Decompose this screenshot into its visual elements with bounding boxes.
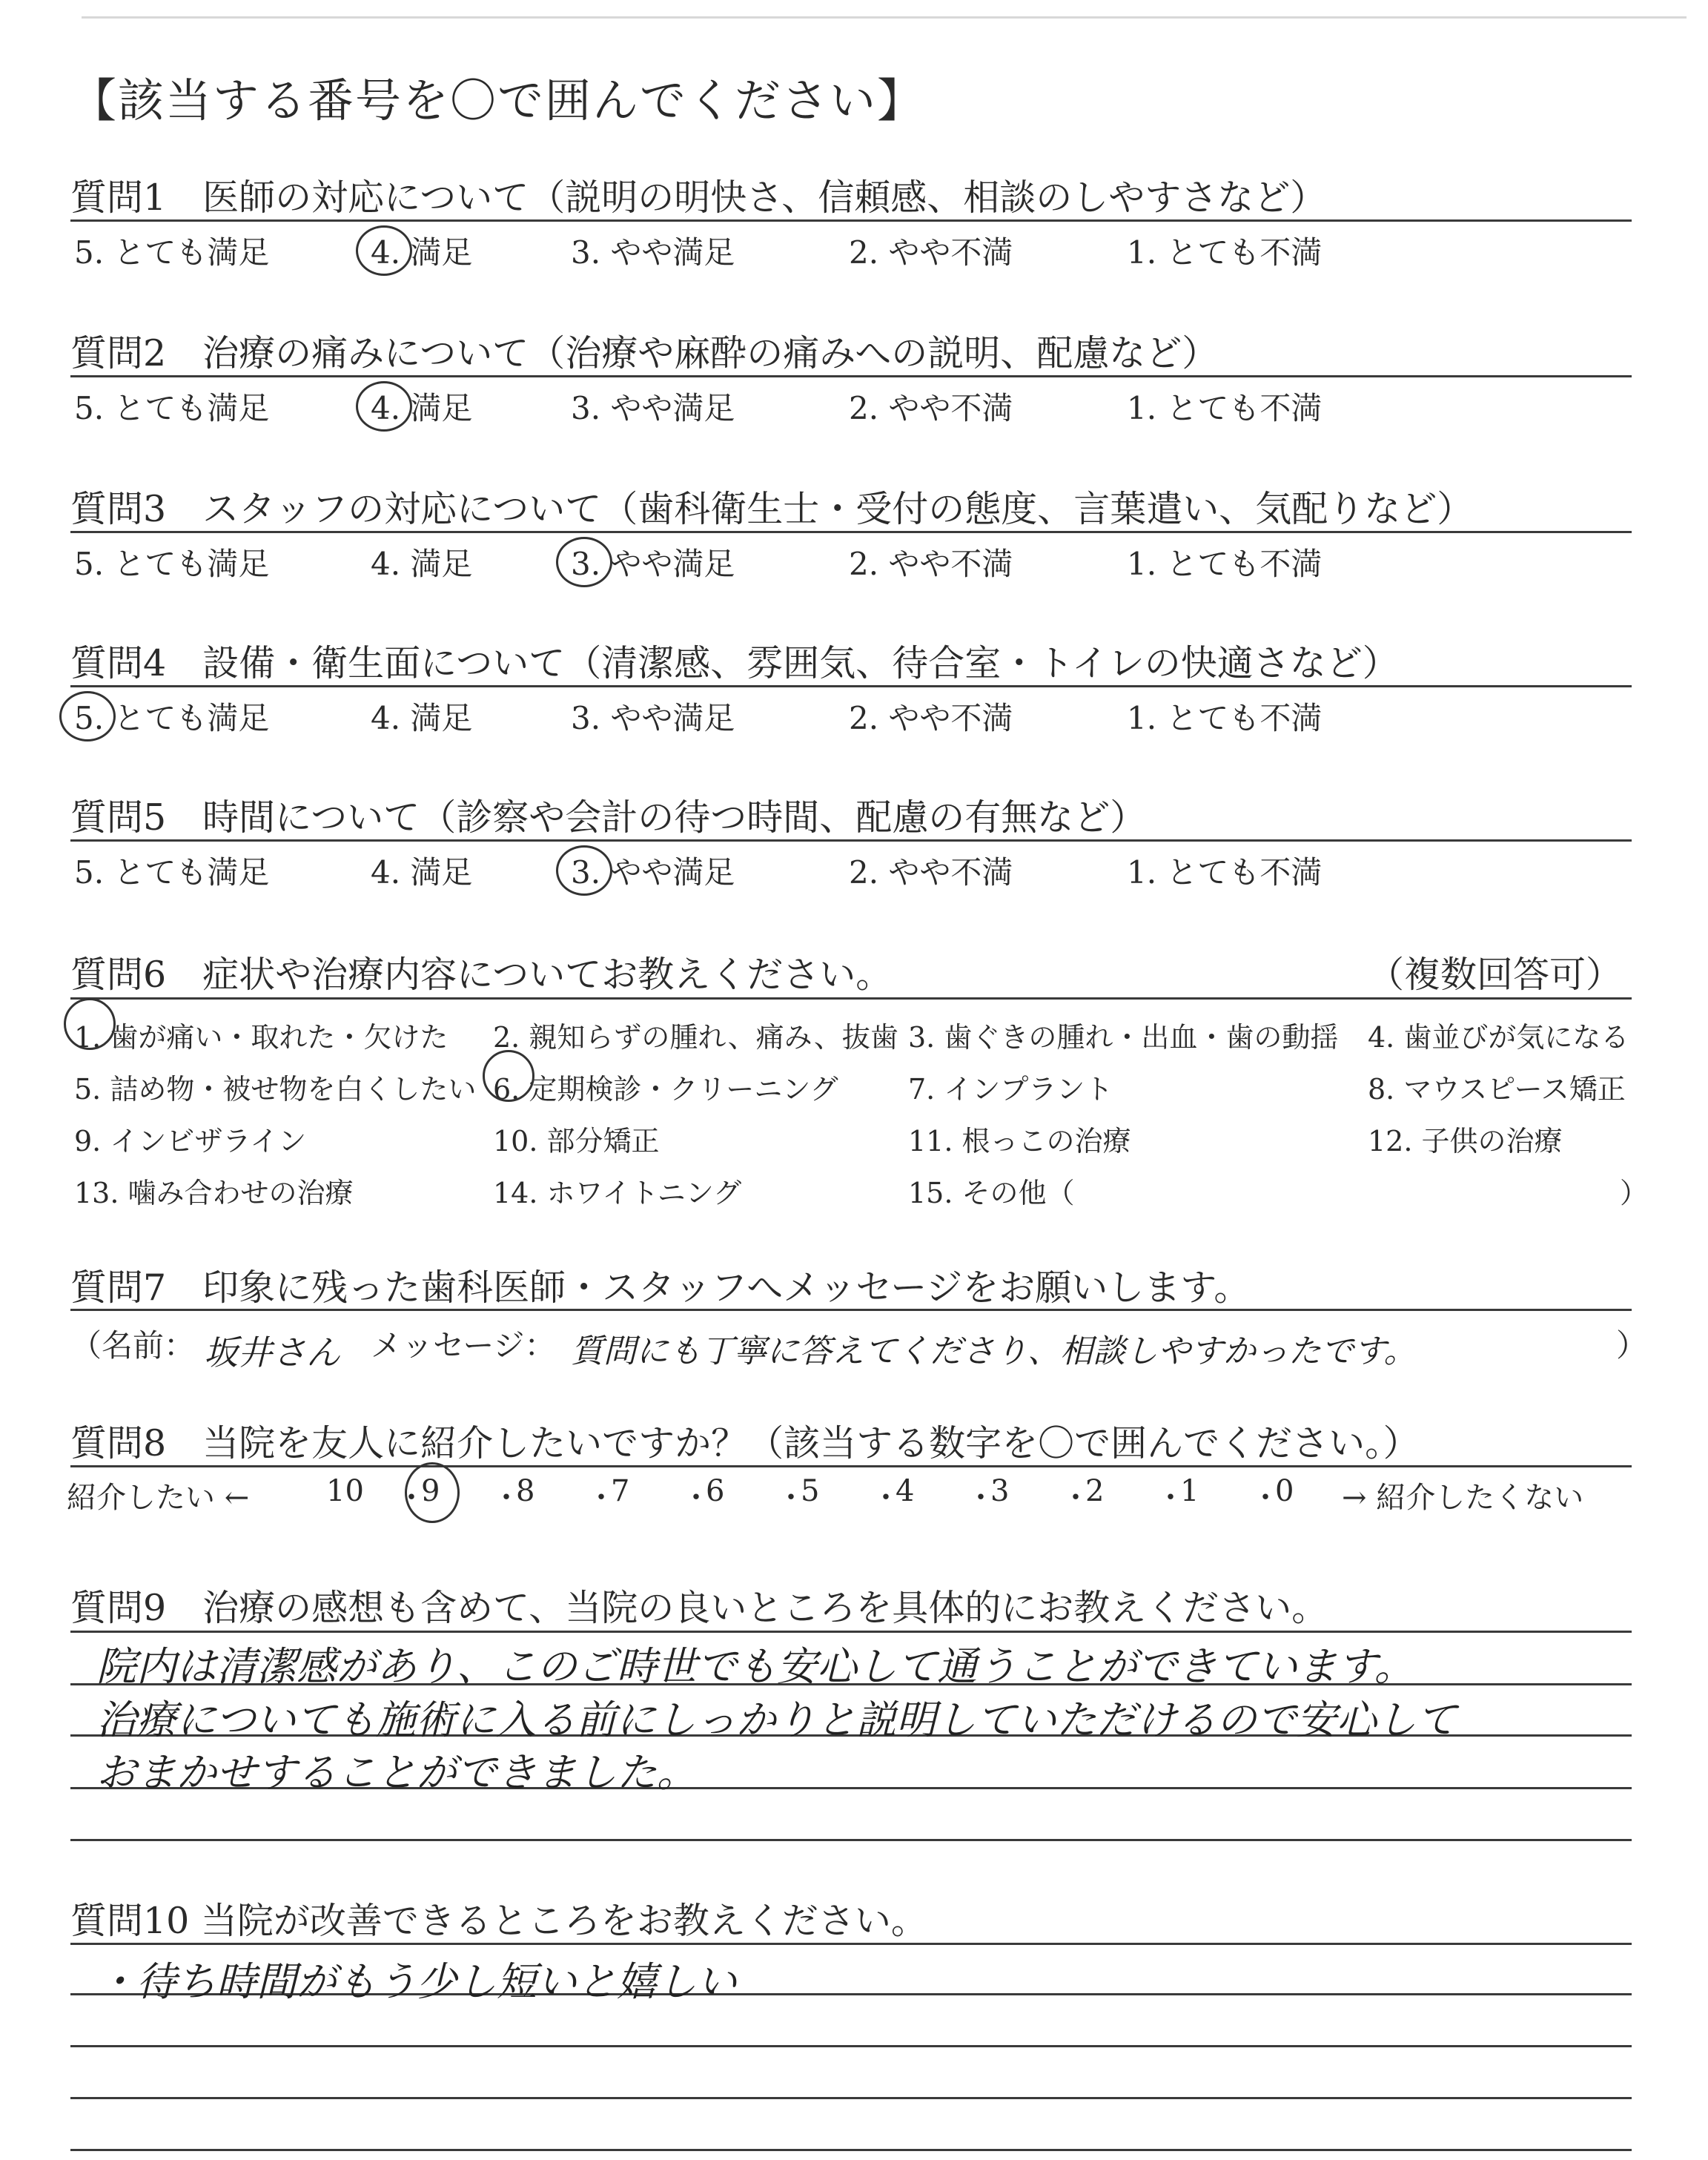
q8-scale-dot: ・ [397,1481,426,1515]
q8-scale-number-2[interactable]: 2 [1085,1474,1105,1508]
q1-option-3[interactable]: 3. やや満足 [571,234,735,271]
q8-scale-dot: ・ [586,1481,616,1515]
q6-option-9[interactable]: 9. インビザライン [74,1125,307,1157]
q6-option-2[interactable]: 2. 親知らずの腫れ、痛み、抜歯 [493,1021,898,1054]
q2-option-3[interactable]: 3. やや満足 [571,390,735,426]
q8-scale-number-7[interactable]: 7 [611,1474,630,1508]
q9-answer-line-1[interactable]: 院内は清潔感があり、このご時世でも安心して通うことができています。 [96,1643,1414,1690]
q1-option-1[interactable]: 1. とても不満 [1127,234,1323,271]
q8-scale-dot: ・ [776,1481,806,1515]
q8-right-label: → 紹介したくない [1342,1481,1584,1515]
q6-option-1[interactable]: 1. 歯が痛い・取れた・欠けた [74,1021,448,1054]
q6-option-3[interactable]: 3. 歯ぐきの腫れ・出血・歯の動揺 [908,1021,1339,1054]
q3-option-1[interactable]: 1. とても不満 [1127,546,1323,582]
q8-left-label: 紹介したい ← [67,1481,250,1515]
q10-rule-3 [70,2045,1632,2047]
q6-title: 質問6 症状や治療内容についてお教えください。 [70,954,893,996]
q8-scale-dot: ・ [871,1481,901,1515]
q9-answer-line-2[interactable]: 治療についても施術に入る前にしっかりと説明していただけるので安心して [96,1697,1457,1743]
q4-rule [70,685,1632,687]
q6-option-11[interactable]: 11. 根っこの治療 [908,1125,1131,1157]
q2-selected-circle [356,381,412,432]
q6-option-8[interactable]: 8. マウスピース矯正 [1368,1073,1626,1106]
q8-scale-number-0[interactable]: 0 [1275,1474,1294,1508]
q2-option-2[interactable]: 2. やや不満 [849,390,1013,426]
q1-option-2[interactable]: 2. やや不満 [849,234,1013,271]
q4-option-1[interactable]: 1. とても不満 [1127,700,1323,736]
q1-rule [70,219,1632,222]
q6-option-13[interactable]: 13. 噛み合わせの治療 [74,1177,354,1209]
q1-option-5[interactable]: 5. とても満足 [74,234,270,271]
q3-option-3[interactable]: 3. やや満足 [571,546,735,582]
q2-option-4[interactable]: 4. 満足 [371,390,473,426]
q1-title: 質問1 医師の対応について（説明の明快さ、信頼感、相談のしやすさなど） [70,176,1327,219]
q5-selected-circle [556,845,612,896]
q3-option-2[interactable]: 2. やや不満 [849,546,1013,582]
q1-option-4[interactable]: 4. 満足 [371,234,473,271]
form-instruction-title: 【該当する番号を〇で囲んでください】 [70,73,925,128]
q10-answer-line-1[interactable]: ・待ち時間がもう少し短いと嬉しい [96,1958,737,2005]
q2-option-5[interactable]: 5. とても満足 [74,390,270,426]
q6-option-4[interactable]: 4. 歯並びが気になる [1368,1021,1629,1054]
q7-title: 質問7 印象に残った歯科医師・スタッフへメッセージをお願いします。 [70,1266,1251,1309]
q6-multiple-note: （複数回答可） [1368,954,1623,996]
q6-option-12[interactable]: 12. 子供の治療 [1368,1125,1563,1157]
q4-title: 質問4 設備・衛生面について（清潔感、雰囲気、待合室・トイレの快適さなど） [70,642,1399,684]
q10-title: 質問10 当院が改善できるところをお教えください。 [70,1900,927,1942]
q10-rule-5 [70,2149,1632,2151]
q4-option-3[interactable]: 3. やや満足 [571,700,735,736]
q6-option-16[interactable]: ） [1620,1177,1649,1209]
q7-name-label: （名前： [70,1327,196,1364]
q7-message-label: メッセージ： [371,1327,556,1364]
q10-rule-1 [70,1943,1632,1945]
q9-answer-line-3[interactable]: おまかせすることができました。 [96,1749,697,1796]
q8-scale-number-9[interactable]: 9 [421,1474,440,1508]
q8-scale-dot: ・ [491,1481,521,1515]
q5-option-3[interactable]: 3. やや満足 [571,854,735,891]
q10-rule-4 [70,2097,1632,2099]
q8-scale-number-1[interactable]: 1 [1180,1474,1199,1508]
q5-option-4[interactable]: 4. 満足 [371,854,473,891]
q1-selected-circle [356,225,412,276]
q8-scale-dot: ・ [1251,1481,1280,1515]
q8-scale-number-3[interactable]: 3 [990,1474,1010,1508]
q8-scale-number-8[interactable]: 8 [516,1474,535,1508]
top-border [82,16,1687,19]
q6-option-14[interactable]: 14. ホワイトニング [493,1177,742,1209]
q9-rule-5 [70,1839,1632,1841]
q3-option-5[interactable]: 5. とても満足 [74,546,270,582]
q4-option-2[interactable]: 2. やや不満 [849,700,1013,736]
q9-rule-1 [70,1631,1632,1633]
q2-rule [70,375,1632,377]
q4-selected-circle [59,691,116,742]
q5-option-5[interactable]: 5. とても満足 [74,854,270,891]
q6-option-6[interactable]: 6. 定期検診・クリーニング [493,1073,838,1106]
q8-scale-number-6[interactable]: 6 [706,1474,725,1508]
q3-title: 質問3 スタッフの対応について（歯科衛生士・受付の態度、言葉遣い、気配りなど） [70,488,1474,530]
q5-option-1[interactable]: 1. とても不満 [1127,854,1323,891]
q7-rule [70,1309,1632,1311]
q8-scale-dot: ・ [1156,1481,1185,1515]
q5-title: 質問5 時間について（診察や会計の待つ時間、配慮の有無など） [70,796,1147,839]
q9-title: 質問9 治療の感想も含めて、当院の良いところを具体的にお教えください。 [70,1587,1328,1629]
q8-rule [70,1465,1632,1467]
q8-scale-number-10[interactable]: 10 [326,1474,364,1508]
q3-option-4[interactable]: 4. 満足 [371,546,473,582]
q8-scale-number-4[interactable]: 4 [896,1474,915,1508]
q8-scale-dot: ・ [681,1481,711,1515]
q6-selected-circle-6 [483,1050,534,1102]
q6-option-7[interactable]: 7. インプラント [908,1073,1113,1106]
q2-option-1[interactable]: 1. とても不満 [1127,390,1323,426]
q7-close-paren: ） [1616,1327,1648,1364]
q3-rule [70,531,1632,533]
q8-scale-dot: ・ [966,1481,996,1515]
q5-option-2[interactable]: 2. やや不満 [849,854,1013,891]
q7-name-value[interactable]: 坂井さん [204,1332,340,1373]
q8-scale-number-5[interactable]: 5 [801,1474,820,1508]
q8-title: 質問8 当院を友人に紹介したいですか？（該当する数字を〇で囲んでください。） [70,1422,1420,1464]
q4-option-4[interactable]: 4. 満足 [371,700,473,736]
q5-rule [70,839,1632,842]
q6-option-5[interactable]: 5. 詰め物・被せ物を白くしたい [74,1073,477,1106]
q6-option-15[interactable]: 15. その他（ [908,1177,1075,1209]
q6-rule [70,997,1632,1000]
q8-scale-dot: ・ [1061,1481,1090,1515]
q3-selected-circle [556,537,612,587]
q6-option-10[interactable]: 10. 部分矯正 [493,1125,660,1157]
q8-selected-circle [405,1462,460,1523]
q2-title: 質問2 治療の痛みについて（治療や麻酔の痛みへの説明、配慮など） [70,332,1219,374]
q4-option-5[interactable]: 5. とても満足 [74,700,270,736]
q7-message-value[interactable]: 質問にも丁寧に答えてくださり、相談しやすかったです。 [571,1332,1417,1370]
q6-selected-circle-1 [64,998,116,1050]
